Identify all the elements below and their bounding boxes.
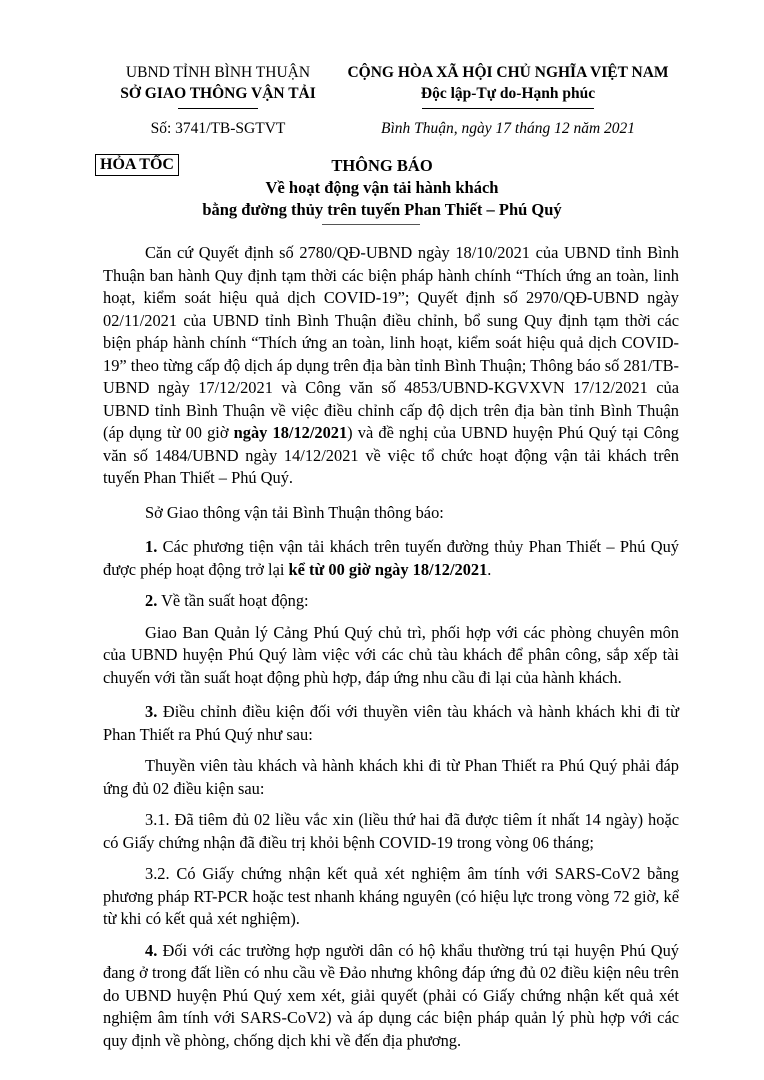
urgency-stamp: HỎA TỐC [95, 154, 179, 176]
agency-name: UBND TỈNH BÌNH THUẬN [125, 64, 311, 81]
title-line-2: bằng đường thủy trên tuyến Phan Thiết – Phú Quý [202, 200, 562, 219]
national-title-block [340, 62, 676, 104]
document-body [103, 242, 679, 1061]
section-2-body: Giao Ban Quản lý Cảng Phú Quý chủ trì, phối hợp với các phòng chuyên môn của UBND huyện Phú Quý làm việc với các chủ tàu khách để phân công, sắp xếp tài chuyến với tần suất hoạt động phù hợp, đáp ứng nhu cầu đi lại của hành khách. [103, 622, 679, 687]
national-title: CỘNG HÒA XÃ HỘI CHỦ NGHĨA VIỆT NAM [347, 64, 669, 81]
title-underline [322, 224, 420, 225]
agency-underline [178, 108, 258, 109]
section-2-heading: 2. Về tần suất hoạt động: [145, 591, 309, 610]
department-name: SỞ GIAO THÔNG VẬN TẢI [120, 85, 316, 102]
motto-underline [422, 108, 594, 109]
document-number: Số: 3741/TB-SGTVT [150, 120, 286, 137]
national-motto: Độc lập-Tự do-Hạnh phúc [420, 85, 596, 102]
legal-basis-paragraph: Căn cứ Quyết định số 2780/QĐ-UBND ngày 18/10/2021 của UBND tỉnh Bình Thuận ban hành Quy định tạm thời các biện pháp hành chính “Thích ứng an toàn, linh hoạt, kiểm soát hiệu quả dịch COVID-19”; Quyết định số 2970/QĐ-UBND ngày 02/11/2021 của UBND tỉnh Bình Thuận điều chỉnh, bổ sung Quy định tạm thời các biện pháp hành chính “Thích ứng an toàn, linh hoạt, kiểm soát hiệu quả dịch COVID-19” theo từng cấp độ dịch áp dụng trên địa bàn tỉnh Bình Thuận; Thông báo số 281/TB-UBND ngày 17/12/2021 và Công văn số 4853/UBND-KGVXVN 17/12/2021 của UBND tỉnh Bình Thuận về việc điều chỉnh cấp độ dịch trên địa bàn tỉnh Bình Thuận (áp dụng từ 00 giờ ngày 18/12/2021) và đề nghị của UBND huyện Phú Quý tại Công văn số 1484/UBND ngày 14/12/2021 về việc tổ chức hoạt động vận tải khách trên tuyến Phan Thiết – Phú Quý. [103, 243, 679, 487]
condition-3-1: 3.1. Đã tiêm đủ 02 liều vắc xin (liều thứ hai đã được tiêm ít nhất 14 ngày) hoặc có Giấy chứng nhận đã điều trị khỏi bệnh COVID-19 trong vòng 06 tháng; [103, 810, 679, 852]
announcement-intro: Sở Giao thông vận tải Bình Thuận thông báo: [145, 502, 444, 522]
section-3-body: Thuyền viên tàu khách và hành khách khi đi từ Phan Thiết ra Phú Quý phải đáp ứng đủ 02 điều kiện sau: [103, 756, 679, 798]
title-heading: THÔNG BÁO [331, 156, 433, 175]
section-3-heading: 3. Điều chỉnh điều kiện đối với thuyền viên tàu khách và hành khách khi đi từ Phan Thiết ra Phú Quý như sau: [103, 702, 679, 744]
document-title [88, 155, 676, 221]
section-1: 1. Các phương tiện vận tải khách trên tuyến đường thủy Phan Thiết – Phú Quý được phép hoạt động trở lại kể từ 00 giờ ngày 18/12/2021. [103, 537, 679, 579]
title-line-1: Về hoạt động vận tải hành khách [265, 178, 499, 197]
issuing-agency-block [88, 62, 348, 104]
place-and-date: Bình Thuận, ngày 17 tháng 12 năm 2021 [380, 120, 636, 137]
condition-3-2: 3.2. Có Giấy chứng nhận kết quả xét nghiệm âm tính với SARS-CoV2 bằng phương pháp RT-PCR hoặc test nhanh kháng nguyên (có hiệu lực trong vòng 72 giờ, kể từ khi có kết quả xét nghiệm). [103, 864, 679, 928]
section-4: 4. Đối với các trường hợp người dân có hộ khẩu thường trú tại huyện Phú Quý đang ở trong đất liền có nhu cầu về Đảo nhưng không đáp ứng đủ 02 điều kiện nêu trên do UBND huyện Phú Quý xem xét, giải quyết (phải có Giấy chứng nhận kết quả xét nghiệm âm tính với SARS-CoV2) và áp dụng các biện pháp quản lý phù hợp với các quy định về phòng, chống dịch khi về đến địa phương. [103, 940, 679, 1050]
